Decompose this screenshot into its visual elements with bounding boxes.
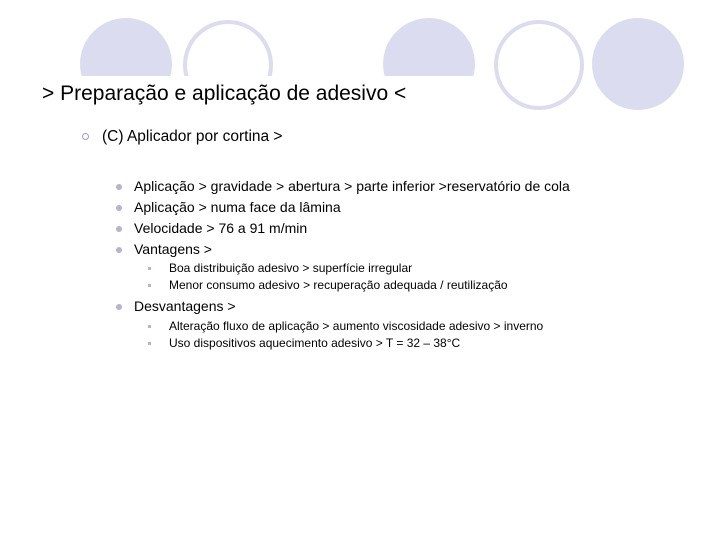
dot-bullet-icon — [116, 304, 122, 310]
square-bullet-icon — [148, 267, 151, 270]
square-bullet-icon — [148, 325, 151, 328]
dot-bullet-icon — [116, 247, 122, 253]
section-heading-text: (C) Aplicador por cortina > — [102, 128, 283, 145]
dot-bullet-icon — [116, 205, 122, 211]
dot-bullet-icon — [116, 184, 122, 190]
dot-bullet-icon — [116, 226, 122, 232]
square-bullet-icon — [148, 342, 151, 345]
ring-bullet-icon — [82, 133, 89, 140]
slide-title: > Preparação e aplicação de adesivo < — [42, 82, 407, 105]
square-bullet-icon — [148, 284, 151, 287]
